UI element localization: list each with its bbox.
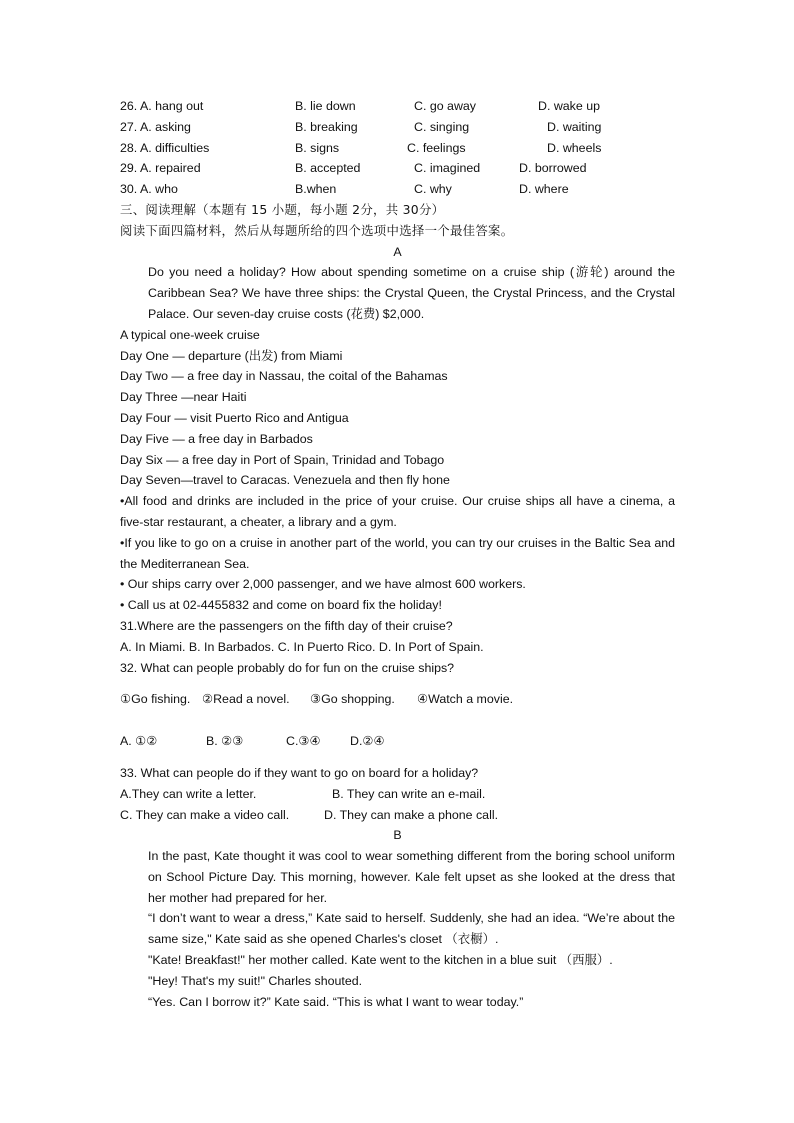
option-c: C. They can make a video call. [120,807,290,822]
passage-b-paragraph: "Hey! That's my suit!" Charles shouted. [148,973,363,988]
option-b: B. ②③ [206,734,244,749]
question-32: 32. What can people probably do for fun on the cruise ships? [120,660,455,675]
option-d: D.②④ [350,734,385,749]
itinerary-day: Day One — departure (出发) from Miami [120,348,343,363]
question-31-options: A. In Miami. B. In Barbados. C. In Puerto Rico. D. In Port of Spain. [120,639,484,654]
option-d: D. They can make a phone call. [324,807,499,822]
passage-b-paragraph: "Kate! Breakfast!" her mother called. Kate went to the kitchen in a blue suit （西服）. [148,953,613,968]
option-b: B. They can write an e-mail. [332,786,486,801]
option-a: 30. A. who [120,182,178,197]
section-title: 三、阅读理解（本题有 15 小题，每小题 2分，共 30分） [120,201,445,217]
option-row-28 [120,138,675,159]
question-33-options-ab [120,784,675,805]
itinerary-day: Day Two — a free day in Nassau, the coital of the Bahamas [120,369,448,384]
itinerary-day: Day Seven—travel to Caracas. Venezuela and then fly hone [120,473,450,488]
itinerary-day: Day Four — visit Puerto Rico and Antigua [120,410,349,425]
question-33: 33. What can people do if they want to go on board for a holiday? [120,765,479,780]
option-a: A. ①② [120,734,158,749]
option-d: D. waiting [547,119,602,134]
bullet-item: •All food and drinks are included in the price of your cruise. Our cruise ships all have a cinema, a five-star restaurant, a cheater, a library and a gym. [120,494,675,529]
option-b: B. lie down [295,99,356,113]
question-32-items [120,689,675,710]
question-32-options [120,731,675,752]
section-instruction: 阅读下面四篇材料，然后从每题所给的四个选项中选择一个最佳答案。 [120,222,514,238]
question-33-options-cd [120,805,675,826]
option-row-29 [120,158,675,179]
item-1: ①Go fishing. [120,692,191,707]
passage-b-label: B [393,828,402,843]
option-c: C. why [414,182,452,197]
bullet-list [120,491,675,616]
option-a: 27. A. asking [120,119,191,134]
itinerary-title: A typical one-week cruise [120,327,260,342]
item-4: ④Watch a movie. [417,692,514,707]
passage-a-label: A [393,244,402,259]
option-c: C. singing [414,119,470,134]
option-c: C. feelings [407,140,466,155]
exam-page [120,96,675,1012]
itinerary-list [120,346,675,492]
passage-b-paragraph: In the past, Kate thought it was cool to wear something different from the boring school uniform on School Picture Day. This morning, however. Kale felt upset as she looked at the dress that her mother had prepared for her. [148,849,675,905]
question-31: 31.Where are the passengers on the fifth day of their cruise? [120,618,453,633]
option-b: B.when [295,182,337,197]
option-c: C.③④ [286,734,321,749]
bullet-item: •If you like to go on a cruise in another part of the world, you can try our cruises in the Baltic Sea and the Mediterranean Sea. [120,535,675,571]
option-c: C. imagined [414,161,481,176]
option-d: D. wheels [547,140,602,155]
option-d: D. borrowed [519,161,587,176]
option-a: A.They can write a letter. [120,786,257,801]
option-c: C. go away [414,99,476,113]
option-d: D. wake up [538,99,600,113]
bullet-item: • Call us at 02-4455832 and come on board fix the holiday! [120,598,442,613]
itinerary-day: Day Three —near Haiti [120,390,247,405]
bullet-item: • Our ships carry over 2,000 passenger, and we have almost 600 workers. [120,577,526,592]
item-2: ②Read a novel. [202,692,290,707]
option-a: 28. A. difficulties [120,140,210,155]
option-a: 26. A. hang out [120,99,204,113]
option-b: B. breaking [295,119,358,134]
itinerary-day: Day Six — a free day in Port of Spain, Trinidad and Tobago [120,452,445,467]
passage-a-intro: Do you need a holiday? How about spending sometime on a cruise ship (游轮) around the Caribbean Sea? We have three ships: the Crystal Queen, the Crystal Princess, and the Crystal Palace. Our seven-day cruise costs (花费) $2,000. [148,265,675,321]
option-d: D. where [519,182,569,197]
option-b: B. signs [295,140,340,155]
option-row-27 [120,117,675,138]
option-row-30 [120,179,675,200]
option-a: 29. A. repaired [120,161,201,176]
itinerary-day: Day Five — a free day in Barbados [120,431,313,446]
item-3: ③Go shopping. [310,692,395,707]
option-b: B. accepted [295,161,361,176]
cloze-options [120,96,675,200]
passage-b-paragraph: “I don’t want to wear a dress,” Kate said to herself. Suddenly, she had an idea. “We’re about the same size," Kate said as she opened Charles's closet （衣橱）. [148,911,675,947]
passage-b-paragraph: “Yes. Can I borrow it?” Kate said. “This is what I want to wear today.” [148,994,524,1009]
option-row-26 [120,96,675,117]
